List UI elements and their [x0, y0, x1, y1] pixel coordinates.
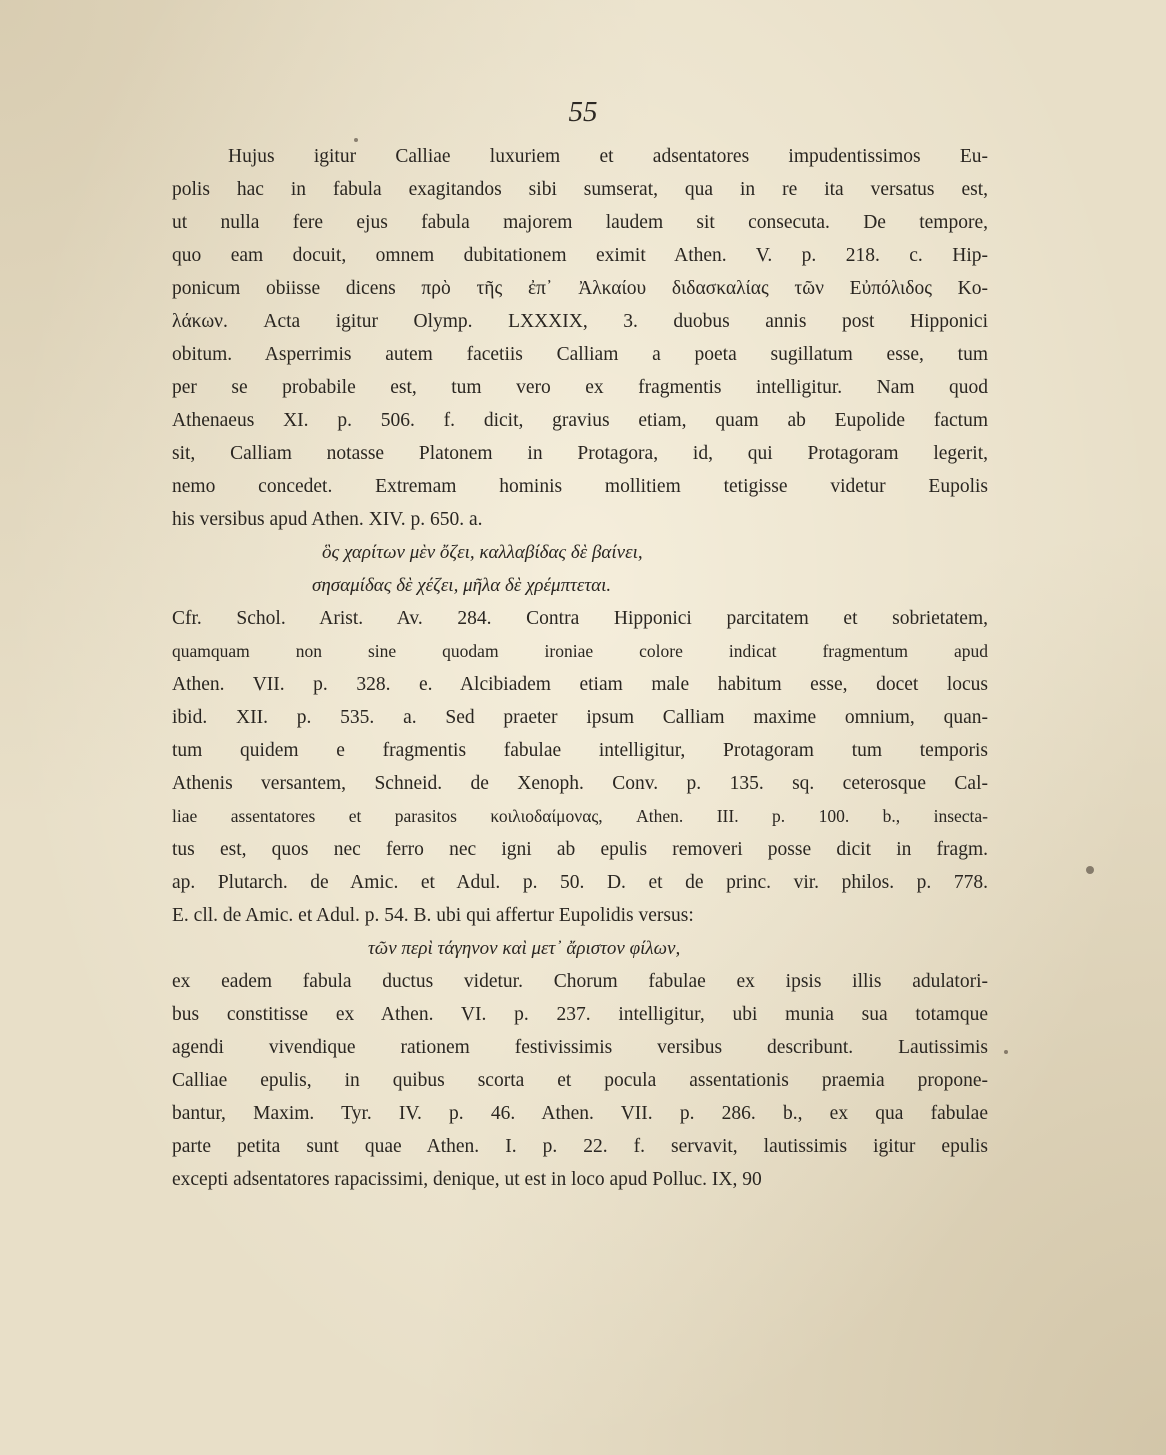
- text-line: his versibus apud Athen. XIV. p. 650. a.: [172, 509, 483, 530]
- text-line: ibid. XII. p. 535. a. Sed praeter ipsum Calliam maxime omnium, quan-: [172, 707, 988, 728]
- text-line: bantur, Maxim. Tyr. IV. p. 46. Athen. VII. p. 286. b., ex qua fabulae: [172, 1103, 988, 1124]
- text-line: per se probabile est, tum vero ex fragmentis intelligitur. Nam quod: [172, 377, 988, 398]
- text-line: bus constitisse ex Athen. VI. p. 237. intelligitur, ubi munia sua totamque: [172, 1004, 988, 1025]
- text-line: Athen. VII. p. 328. e. Alcibiadem etiam male habitum esse, docet locus: [172, 674, 988, 695]
- verse-line: ὃς χαρίτων μὲν ὄζει, καλλαβίδας δὲ βαίνει,: [322, 542, 643, 563]
- text-line: ut nulla fere ejus fabula majorem laudem sit consecuta. De tempore,: [172, 212, 988, 233]
- ink-speck: [1086, 866, 1094, 874]
- text-line: ex eadem fabula ductus videtur. Chorum fabulae ex ipsis illis adulatori-: [172, 971, 988, 992]
- main-text: [172, 140, 988, 1196]
- text-line: excepti adsentatores rapacissimi, denique, ut est in loco apud Polluc. IX, 90: [172, 1169, 762, 1190]
- text-line: nemo concedet. Extremam hominis mollitiem tetigisse videtur Eupolis: [172, 476, 988, 497]
- ink-speck: [1004, 1050, 1008, 1054]
- text-line: ap. Plutarch. de Amic. et Adul. p. 50. D. et de princ. vir. philos. p. 778.: [172, 872, 988, 893]
- text-line: liae assentatores et parasitos κοιλιοδαίμονας, Athen. III. p. 100. b., insecta-: [172, 806, 988, 826]
- text-line: tus est, quos nec ferro nec igni ab epulis removeri posse dicit in fragm.: [172, 839, 988, 860]
- text-line: tum quidem e fragmentis fabulae intelligitur, Protagoram tum temporis: [172, 740, 988, 761]
- text-line: ponicum obiisse dicens πρὸ τῆς ἐπ᾽ Ἀλκαίου διδασκαλίας τῶν Εὐπόλιδος Κο-: [172, 278, 988, 299]
- verse-line: τῶν περὶ τάγηνον καὶ μετ᾽ ἄριστον φίλων,: [368, 938, 681, 959]
- text-line: parte petita sunt quae Athen. I. p. 22. f. servavit, lautissimis igitur epulis: [172, 1136, 988, 1157]
- text-line: Calliae epulis, in quibus scorta et pocula assentationis praemia propone-: [172, 1070, 988, 1091]
- text-line: agendi vivendique rationem festivissimis versibus describunt. Lautissimis: [172, 1037, 988, 1058]
- text-line: sit, Calliam notasse Platonem in Protagora, id, qui Protagoram legerit,: [172, 443, 988, 464]
- text-line: λάκων. Acta igitur Olymp. LXXXIX, 3. duobus annis post Hipponici: [172, 311, 988, 332]
- text-line: Hujus igitur Calliae luxuriem et adsentatores impudentissimos Eu-: [228, 146, 988, 167]
- text-line: Cfr. Schol. Arist. Av. 284. Contra Hipponici parcitatem et sobrietatem,: [172, 608, 988, 629]
- verse-line: σησαμίδας δὲ χέζει, μῆλα δὲ χρέμπτεται.: [312, 575, 612, 596]
- text-line: E. cll. de Amic. et Adul. p. 54. B. ubi qui affertur Eupolidis versus:: [172, 905, 694, 926]
- text-line: quo eam docuit, omnem dubitationem eximit Athen. V. p. 218. c. Hip-: [172, 245, 988, 266]
- text-line: Athenis versantem, Schneid. de Xenoph. Conv. p. 135. sq. ceterosque Cal-: [172, 773, 988, 794]
- text-line: obitum. Asperrimis autem facetiis Calliam a poeta sugillatum esse, tum: [172, 344, 988, 365]
- text-line: Athenaeus XI. p. 506. f. dicit, gravius etiam, quam ab Eupolide factum: [172, 410, 988, 431]
- text-line: polis hac in fabula exagitandos sibi sumserat, qua in re ita versatus est,: [172, 179, 988, 200]
- page-number: 55: [568, 96, 598, 128]
- ink-speck: [354, 138, 358, 142]
- text-line: quamquam non sine quodam ironiae colore indicat fragmentum apud: [172, 641, 988, 661]
